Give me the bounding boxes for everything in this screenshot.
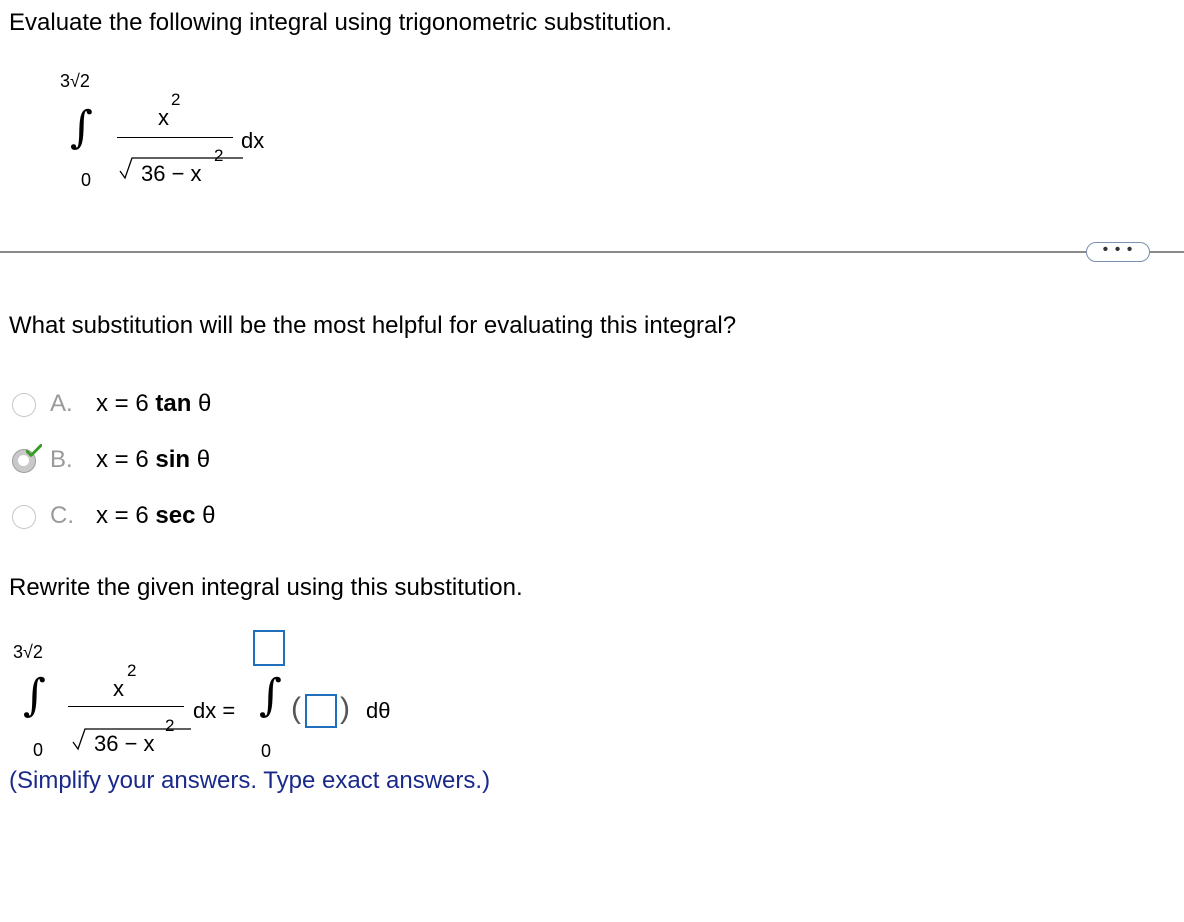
instructions-note: (Simplify your answers. Type exact answers.): [9, 767, 491, 794]
option-b-text: x = 6 sin θ: [96, 446, 211, 473]
close-paren: ): [340, 692, 350, 725]
dx-equals: dx =: [193, 698, 236, 723]
question-prompt: Evaluate the following integral using trigonometric substitution.: [9, 9, 673, 36]
denominator-inner: 36 − x: [141, 161, 202, 186]
integrand-answer-input[interactable]: [305, 694, 337, 728]
section-divider: [0, 251, 1184, 253]
option-c-text: x = 6 sec θ: [96, 502, 216, 529]
upper-limit: 3√2: [60, 71, 90, 91]
fraction-bar: [117, 137, 233, 138]
numerator-exponent: 2: [127, 661, 137, 680]
numerator-exponent: 2: [171, 90, 181, 109]
denominator-exponent: 2: [165, 716, 175, 735]
option-a-text: x = 6 tan θ: [96, 390, 212, 417]
option-b[interactable]: [12, 446, 272, 476]
question-integral: [0, 60, 300, 200]
upper-limit: 3√2: [13, 642, 43, 662]
lower-limit: 0: [81, 170, 92, 190]
upper-limit-answer-input[interactable]: [253, 630, 285, 666]
numerator: x: [158, 105, 169, 130]
option-a-radio[interactable]: [12, 393, 36, 417]
integral-sign-icon: ∫: [70, 102, 93, 153]
numerator: x: [113, 676, 124, 701]
d-theta: dθ: [366, 698, 391, 723]
lower-limit: 0: [33, 740, 44, 760]
rhs-lower-limit: 0: [261, 741, 272, 761]
denominator-exponent: 2: [214, 146, 224, 165]
open-paren: (: [291, 692, 301, 725]
option-c[interactable]: [12, 502, 272, 532]
integral-sign-icon: ∫: [23, 670, 46, 721]
rewrite-prompt: Rewrite the given integral using this substitution.: [9, 574, 523, 601]
denominator-inner: 36 − x: [94, 731, 155, 756]
option-a-letter: A.: [50, 390, 73, 417]
differential: dx: [241, 128, 265, 153]
rewrite-integral: [0, 628, 460, 768]
fraction-bar: [68, 706, 184, 707]
substitution-question: What substitution will be the most helpful for evaluating this integral?: [9, 312, 737, 339]
option-a[interactable]: [12, 390, 272, 420]
option-b-letter: B.: [50, 446, 73, 473]
rhs-integral-sign-icon: ∫: [259, 670, 282, 721]
checkmark-icon: [26, 444, 42, 458]
option-c-radio[interactable]: [12, 505, 36, 529]
option-c-letter: C.: [50, 502, 74, 529]
more-options-button[interactable]: • • •: [1086, 242, 1150, 262]
